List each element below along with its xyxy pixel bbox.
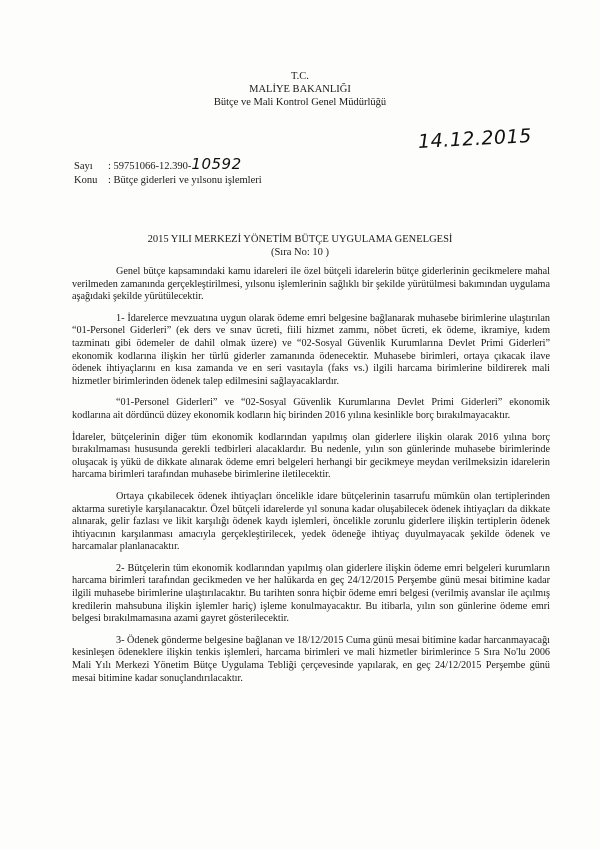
reference-number-line	[74, 155, 242, 173]
subject-line	[74, 175, 262, 186]
letterhead-ministry: MALİYE BAKANLIĞI	[249, 84, 351, 95]
letterhead-tc: T.C.	[291, 71, 309, 82]
paragraph-other-codes: İdareler, bütçelerinin diğer tüm ekonomik kodlarından yapılmış olan giderlere ilişkin olarak 2016 yılına borç bırakılmaması hususunda gerekli tedbirleri alacaklardır. Bu nedenle, yılın son günlerinde muhasebe birimlerinde oluşacak iş yükü de dikkate alınarak ödeme emri belgeleri herhangi bir gecikmeye meydan verilmeksizin idarelerin harcama birimleri tarafından muhasebe birimlerine iletilecektir.	[72, 431, 550, 481]
paragraph-item-2: 2- Bütçelerin tüm ekonomik kodlarından yapılmış olan giderlere ilişkin ödeme emri belgeleri kurumların harcama birimleri tarafından gecikmeden ve her halükarda en geç 24/12/2015 Perşembe günü mesai bitimine kadar ilgili muhasebe birimlerine ulaştırılacaktır. Bu tarihten sonra hiçbir ödeme emri belgesi (verilmiş avanslar ile açılmış kredilerin mahsubuna ilişkin işlemler hariç) işleme konulmayacaktır. Bu itibarla, yılın son günlerine ödeme emri belgesi bırakılmamasına azami gayret gösterilecektir.	[72, 562, 550, 625]
konu-label: Konu	[74, 175, 98, 186]
paragraph-appropriation-needs: Ortaya çıkabilecek ödenek ihtiyaçları öncelikle idare bütçelerinin tasarrufu mümkün olan tertiplerinden aktarma suretiyle karşılanacaktır. Özel bütçeli idarelerde yıl sonuna kadar oluşabilecek ödenek ihtiyaçları da dikkate alınarak, gelir fazlası ve likit karşılığı ödenek kaydı işlemleri, öncelikle zorunlu giderlere ilişkin tertiplerin ödenek ihtiyacının karşılanması amacıyla gerçekleştirilecek, yedek ödeneğe ihtiyaç duyulmayacak şekilde ödenek ve harcamalar planlanacaktır.	[72, 490, 550, 553]
sayi-value: : 59751066-12.390-	[108, 161, 192, 172]
circular-title	[0, 233, 600, 259]
konu-value: : Bütçe giderleri ve yılsonu işlemleri	[108, 175, 262, 186]
paragraph-item-1: 1- İdarelerce mevzuatına uygun olarak ödeme emri belgesine bağlanarak muhasebe birimlerine ulaştırılan “01-Personel Giderleri” (ek ders ve sınav ücreti, fiili hizmet zammı, nöbet ücreti, ek ödeme, ikramiye, kıdem tazminatı gibi ödemeler de dahil olmak üzere) ve “02-Sosyal Güvenlik Kurumlarına Devlet Primi Giderleri” ekonomik kodlarına ilişkin her türlü giderler zamanında ödenecektir. Muhasebe birimleri, ortaya çıkacak ilave ödenek ihtiyaçlarını en kısa zamanda ve en seri vasıtayla (faks vs.) ilgili harcama birimlerine bildirerek mali hizmetler birimlerinden ödenek talep edilmesini sağlayacaklardır.	[72, 312, 550, 387]
circular-title-main: 2015 YILI MERKEZİ YÖNETİM BÜTÇE UYGULAMA GENELGESİ	[147, 234, 453, 245]
paragraph-intro: Genel bütçe kapsamındaki kamu idareleri ile özel bütçeli idarelerin bütçe giderlerinin gecikmelere mahal verilmeden zamanında gerçekleştirilmesi, yılsonu işlemlerinin sağlıklı bir şekilde yürütülmesi bakımından uygulama aşağıdaki şekilde yürütülecektir.	[72, 266, 550, 303]
document-body	[72, 266, 550, 693]
paragraph-item-3: 3- Ödenek gönderme belgesine bağlanan ve 18/12/2015 Cuma günü mesai bitimine kadar harcanmayacağı kesinleşen ödeneklere ilişkin tenkis işlemleri, harcama birimleri ve mali hizmetler birimlerince 5 Sıra No'lu 2006 Mali Yılı Merkezi Yönetim Bütçe Uygulama Tebliği çerçevesinde yapılarak, en geç 24/12/2015 Perşembe günü mesai bitimine kadar sonuçlandırılacaktır.	[72, 634, 550, 684]
letterhead	[0, 70, 600, 109]
handwritten-document-number: 10592	[191, 155, 242, 173]
circular-title-sequence: (Sıra No: 10 )	[270, 247, 330, 258]
paragraph-personnel-codes: “01-Personel Giderleri” ve “02-Sosyal Güvenlik Kurumlarına Devlet Primi Giderleri” ekonomik kodlarına ait dördüncü düzey ekonomik kodların hiç birinden 2016 yılına kesinlikle borç bırakılmayacaktır.	[72, 397, 550, 421]
sayi-label: Sayı	[74, 161, 93, 172]
letterhead-directorate: Bütçe ve Mali Kontrol Genel Müdürlüğü	[213, 97, 387, 108]
handwritten-date: 14.12.2015	[417, 125, 533, 153]
